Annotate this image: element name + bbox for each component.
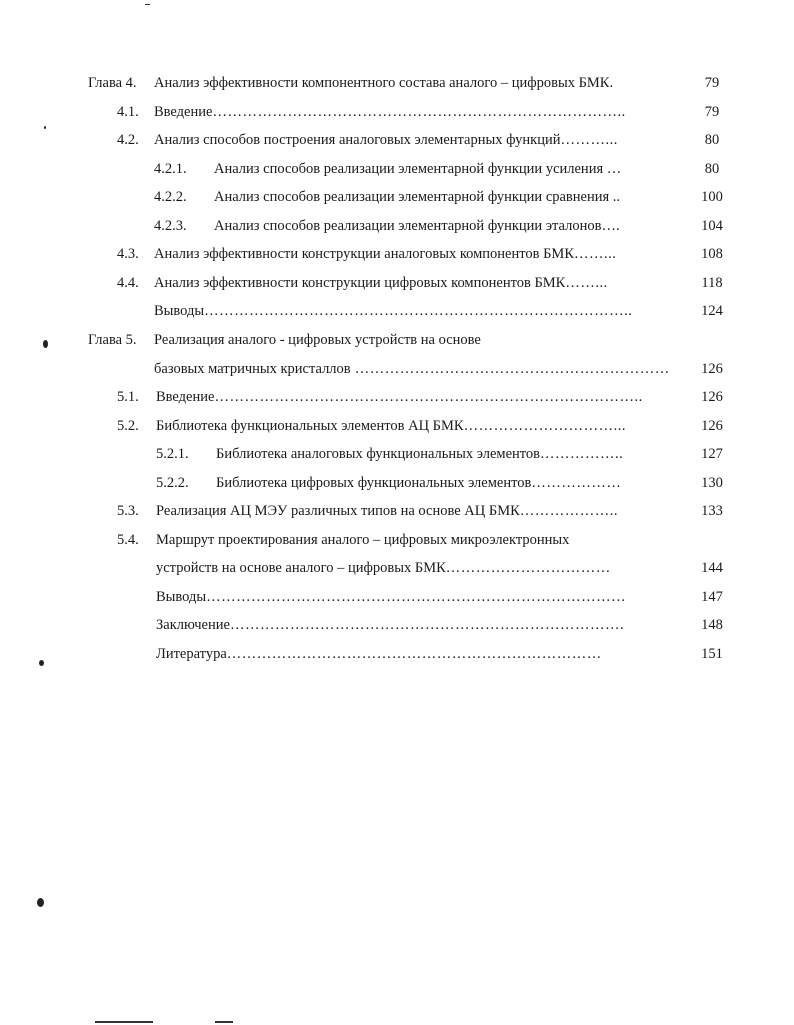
toc-entry-title [154,72,682,94]
toc-entry-title [154,300,682,322]
toc-entry-leader-dots: …………….. [540,446,624,462]
toc-entry-page-number: 147 [701,589,723,605]
toc-entry-title-text: Библиотека цифровых функциональных элементов [216,475,532,491]
toc-entry-page-number: 126 [701,418,723,434]
toc-entry-page-number: 127 [701,446,723,462]
toc-entry-number: 5.1. [117,389,139,405]
toc-entry-number: 4.2.3. [154,218,187,234]
toc-entry [0,386,794,408]
toc-entry-leader-dots: ………... [560,132,618,148]
toc-entry-page-number: 151 [701,646,723,662]
toc-entry-title-text: устройств на основе аналого – цифровых БМК [156,560,446,576]
toc-entry-title [156,500,682,522]
toc-entry-title-text: Выводы [156,589,207,605]
toc-entry-title-text: Анализ эффективности конструкции аналоговых компонентов БМК [154,246,574,262]
toc-entry-leader-dots: ……………………………………………………… [350,361,670,377]
toc-entry-title [156,586,682,608]
toc-entry-number: 4.2.1. [154,161,187,177]
toc-entry-title [154,101,682,123]
toc-entry [0,500,794,522]
toc-entry-title-text: Введение [156,389,215,405]
toc-entry-leader-dots: …………………………... [463,418,626,434]
toc-entry-title-text: Анализ способов реализации элементарной функции эталонов…. [214,218,620,234]
toc-entry-title [216,443,682,465]
toc-entry-number: 4.2. [117,132,139,148]
toc-entry-page-number: 79 [704,104,720,120]
toc-entry-leader-dots: ……... [574,246,617,262]
toc-entry-leader-dots: ……………….. [519,503,619,519]
toc-entry-number: 4.4. [117,275,139,291]
toc-entry-title [154,358,682,380]
toc-entry-title-text: Реализация АЦ МЭУ различных типов на основе АЦ БМК [156,503,520,519]
toc-entry-title-text: Выводы [154,303,205,319]
toc-entry [0,129,794,151]
toc-entry-title-text: Библиотека функциональных элементов АЦ БМК [156,418,464,434]
toc-entry [0,586,794,608]
toc-entry-title [154,129,682,151]
scan-speck [37,898,44,907]
toc-entry [0,643,794,665]
toc-entry-title [156,529,682,551]
toc-entry-title [156,557,682,579]
toc-entry-number: 4.1. [117,104,139,120]
toc-entry [0,300,794,322]
toc-entry-title [156,643,682,665]
toc-entry [0,72,794,94]
toc-entry-title-text: Анализ способов реализации элементарной функции сравнения .. [214,189,621,205]
scan-edge-mark [145,4,150,5]
toc-entry-title [154,272,682,294]
toc-entry-number: 5.2. [117,418,139,434]
toc-entry-page-number: 126 [701,361,723,377]
toc-entry-page-number: 130 [701,475,723,491]
toc-entry [0,215,794,237]
toc-entry [0,443,794,465]
toc-entry-title [154,329,682,351]
scan-edge-mark [215,1021,233,1023]
toc-entry-title-text: Анализ способов построения аналоговых элементарных функций [154,132,561,148]
toc-entry-number: 5.2.1. [156,446,189,462]
toc-entry-title-text: Маршрут проектирования аналого – цифровых микроэлектронных [156,532,570,548]
toc-entry-leader-dots: …………………………… [445,560,611,576]
toc-entry [0,415,794,437]
toc-entry-title-text: Литература [156,646,227,662]
toc-entry-page-number: 133 [701,503,723,519]
toc-entry [0,329,794,351]
toc-entry-title [156,415,682,437]
toc-entry-number: 5.3. [117,503,139,519]
toc-entry [0,158,794,180]
toc-entry-leader-dots: ……... [565,275,608,291]
toc-entry-page-number: 126 [701,389,723,405]
toc-entry [0,186,794,208]
toc-entry [0,358,794,380]
toc-entry-page-number: 118 [701,275,723,291]
toc-entry-leader-dots: ………………………………………………………………………….. [204,303,633,319]
toc-entry-number: 5.4. [117,532,139,548]
toc-entry-title [154,243,682,265]
toc-entry-title-text: Введение [154,104,213,120]
toc-entry-leader-dots: ……………………………………………………………………….. [212,104,626,120]
toc-entry-number: 4.3. [117,246,139,262]
toc-entry-page-number: 144 [701,560,723,576]
toc-entry-page-number: 124 [701,303,723,319]
toc-entry [0,272,794,294]
toc-entry-title-text: Реализация аналого - цифровых устройств на основе [154,332,481,348]
toc-entry-title [214,215,682,237]
toc-entry-page-number: 148 [701,617,723,633]
toc-entry-page-number: 104 [701,218,723,234]
toc-entry-title-text: Библиотека аналоговых функциональных элементов [216,446,541,462]
toc-entry-page-number: 108 [701,246,723,262]
scan-edge-mark [95,1021,153,1023]
toc-entry-title-text: базовых матричных кристаллов [154,361,351,377]
toc-entry [0,243,794,265]
toc-entry-title-text: Анализ эффективности конструкции цифровых компонентов БМК [154,275,566,291]
toc-entry-title [156,386,682,408]
toc-entry-title-text: Анализ способов реализации элементарной функции усиления … [214,161,622,177]
toc-entry [0,557,794,579]
toc-entry-leader-dots: ……………… [531,475,622,491]
toc-entry-page-number: 80 [704,132,720,148]
toc-entry-number: Глава 4. [88,75,137,91]
toc-entry-leader-dots: ……………………………………………………………………. [229,617,625,633]
toc-entry-page-number: 100 [701,189,723,205]
toc-entry [0,614,794,636]
toc-entry-title [216,472,682,494]
toc-entry-title [156,614,682,636]
toc-entry-title [214,186,682,208]
toc-entry-page-number: 79 [704,75,720,91]
toc-entry-title [214,158,682,180]
toc-entry [0,101,794,123]
toc-entry-number: 5.2.2. [156,475,189,491]
toc-entry-title-text: Заключение [156,617,230,633]
toc-entry-leader-dots: ………………………………………………………………………….. [214,389,643,405]
toc-entry [0,529,794,551]
toc-entry-number: 4.2.2. [154,189,187,205]
toc-entry-leader-dots: ………………………………………………………………… [226,646,602,662]
toc-entry-leader-dots: ………………………………………………………………………… [206,589,627,605]
toc-entry-number: Глава 5. [88,332,137,348]
toc-entry-title-text: Анализ эффективности компонентного состава аналого – цифровых БМК. [154,75,614,91]
toc-entry-page-number: 80 [704,161,720,177]
toc-entry [0,472,794,494]
